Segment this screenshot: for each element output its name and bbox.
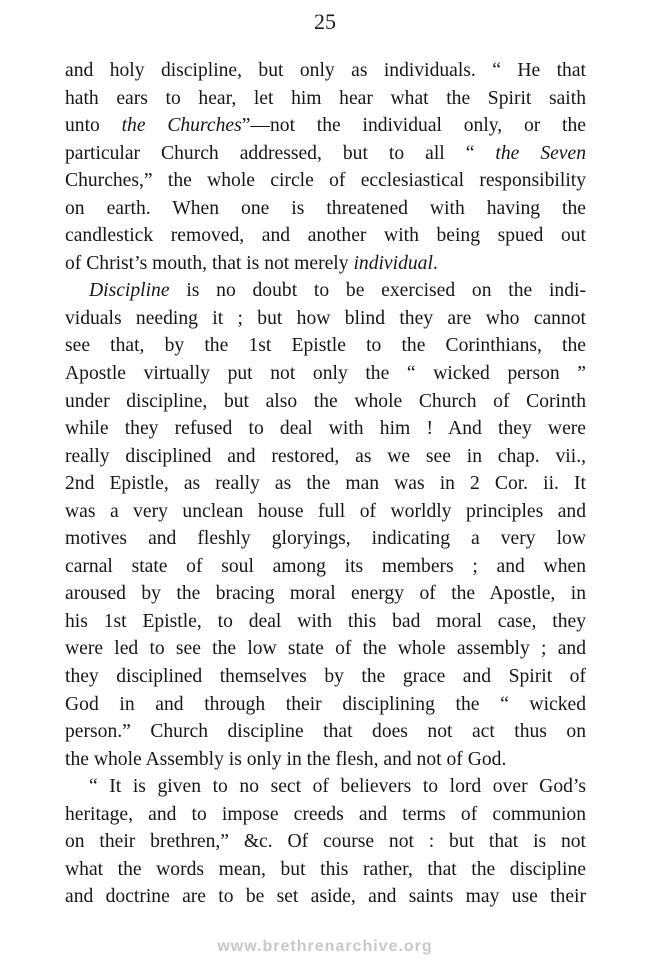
- text-segment: is no doubt to be exercised on the indi-: [169, 280, 586, 302]
- text-line: [65, 85, 586, 113]
- text-line: [65, 195, 586, 223]
- text-segment: what the words mean, but this rather, that the discipline: [65, 858, 586, 880]
- text-segment: heritage, and to impose creeds and terms of communion: [65, 803, 586, 825]
- text-segment: while they refused to deal with him ! And they were: [65, 418, 586, 440]
- text-segment: hath ears to hear, let him hear what the Spirit saith: [65, 87, 586, 109]
- text-line: [65, 608, 586, 636]
- text-line: [65, 801, 586, 829]
- text-segment: 2nd Epistle, as really as the man was in 2 Cor. ii. It: [65, 473, 586, 495]
- text-segment: they disciplined themselves by the grace and Spirit of: [65, 666, 586, 688]
- text-line: [65, 828, 586, 856]
- text-line: [65, 691, 586, 719]
- text-line: [65, 277, 586, 305]
- italic-text: individual: [353, 252, 433, 274]
- italic-text: the Seven: [495, 142, 586, 164]
- text-line: [65, 305, 586, 333]
- text-segment: God in and through their disciplining the “ wicked: [65, 693, 586, 715]
- text-line: [65, 360, 586, 388]
- text-line: [65, 57, 586, 85]
- text-segment: the whole Assembly is only in the flesh, and not of God.: [65, 748, 507, 770]
- text-line: [65, 856, 586, 884]
- text-line: [65, 718, 586, 746]
- text-segment: aroused by the bracing moral energy of the Apostle, in: [65, 583, 586, 605]
- text-segment: person.” Church discipline that does not act thus on: [65, 721, 586, 743]
- text-segment: on their brethren,” &c. Of course not : but that is not: [65, 831, 586, 853]
- text-line: [65, 883, 586, 911]
- text-line: [65, 580, 586, 608]
- text-line: [65, 415, 586, 443]
- text-segment: see that, by the 1st Epistle to the Corinthians, the: [65, 335, 586, 357]
- text-segment: particular Church addressed, but to all “: [65, 142, 496, 164]
- text-segment: and doctrine are to be set aside, and saints may use their: [65, 886, 586, 908]
- text-line: [65, 553, 586, 581]
- text-segment: .: [432, 252, 438, 274]
- text-line: [65, 773, 586, 801]
- text-line: [65, 140, 586, 168]
- text-segment: under discipline, but also the whole Church of Corinth: [65, 390, 586, 412]
- text-segment: candlestick removed, and another with being spued out: [65, 225, 586, 247]
- text-line: [65, 112, 586, 140]
- italic-text: Discipline: [89, 280, 170, 302]
- text-segment: of Christ’s mouth, that is not merely: [65, 252, 354, 274]
- text-line: [65, 332, 586, 360]
- page-number: 25: [314, 9, 336, 34]
- italic-text: the Churches: [121, 115, 242, 137]
- text-line: [65, 525, 586, 553]
- text-line: [65, 746, 586, 774]
- text-line: [65, 443, 586, 471]
- text-line: [65, 388, 586, 416]
- text-line: [65, 222, 586, 250]
- body-text: [65, 57, 586, 911]
- text-segment: unto: [65, 115, 122, 137]
- text-segment: really disciplined and restored, as we see in chap. vii.,: [65, 445, 586, 467]
- text-segment: were led to see the low state of the whole assembly ; and: [65, 638, 586, 660]
- watermark: www.brethrenarchive.org: [217, 938, 433, 955]
- text-line: [65, 498, 586, 526]
- text-line: [65, 167, 586, 195]
- text-line: [65, 250, 586, 278]
- text-segment: and holy discipline, but only as individuals. “ He that: [65, 60, 586, 81]
- text-line: [65, 663, 586, 691]
- text-line: [65, 635, 586, 663]
- text-segment: motives and fleshly gloryings, indicating a very low: [65, 528, 586, 550]
- text-segment: viduals needing it ; but how blind they are who cannot: [65, 307, 586, 329]
- text-segment: Churches,” the whole circle of ecclesiastical responsibility: [65, 170, 586, 192]
- text-segment: was a very unclean house full of worldly principles and: [65, 500, 586, 522]
- text-segment: on earth. When one is threatened with having the: [65, 197, 586, 219]
- text-segment: ”—not the individual only, or the: [241, 115, 586, 137]
- text-segment: his 1st Epistle, to deal with this bad moral case, they: [65, 610, 586, 632]
- text-segment: Apostle virtually put not only the “ wicked person ”: [65, 363, 586, 385]
- text-segment: carnal state of soul among its members ; and when: [65, 555, 586, 577]
- text-segment: “ It is given to no sect of believers to lord over God’s: [89, 776, 586, 798]
- text-line: [65, 470, 586, 498]
